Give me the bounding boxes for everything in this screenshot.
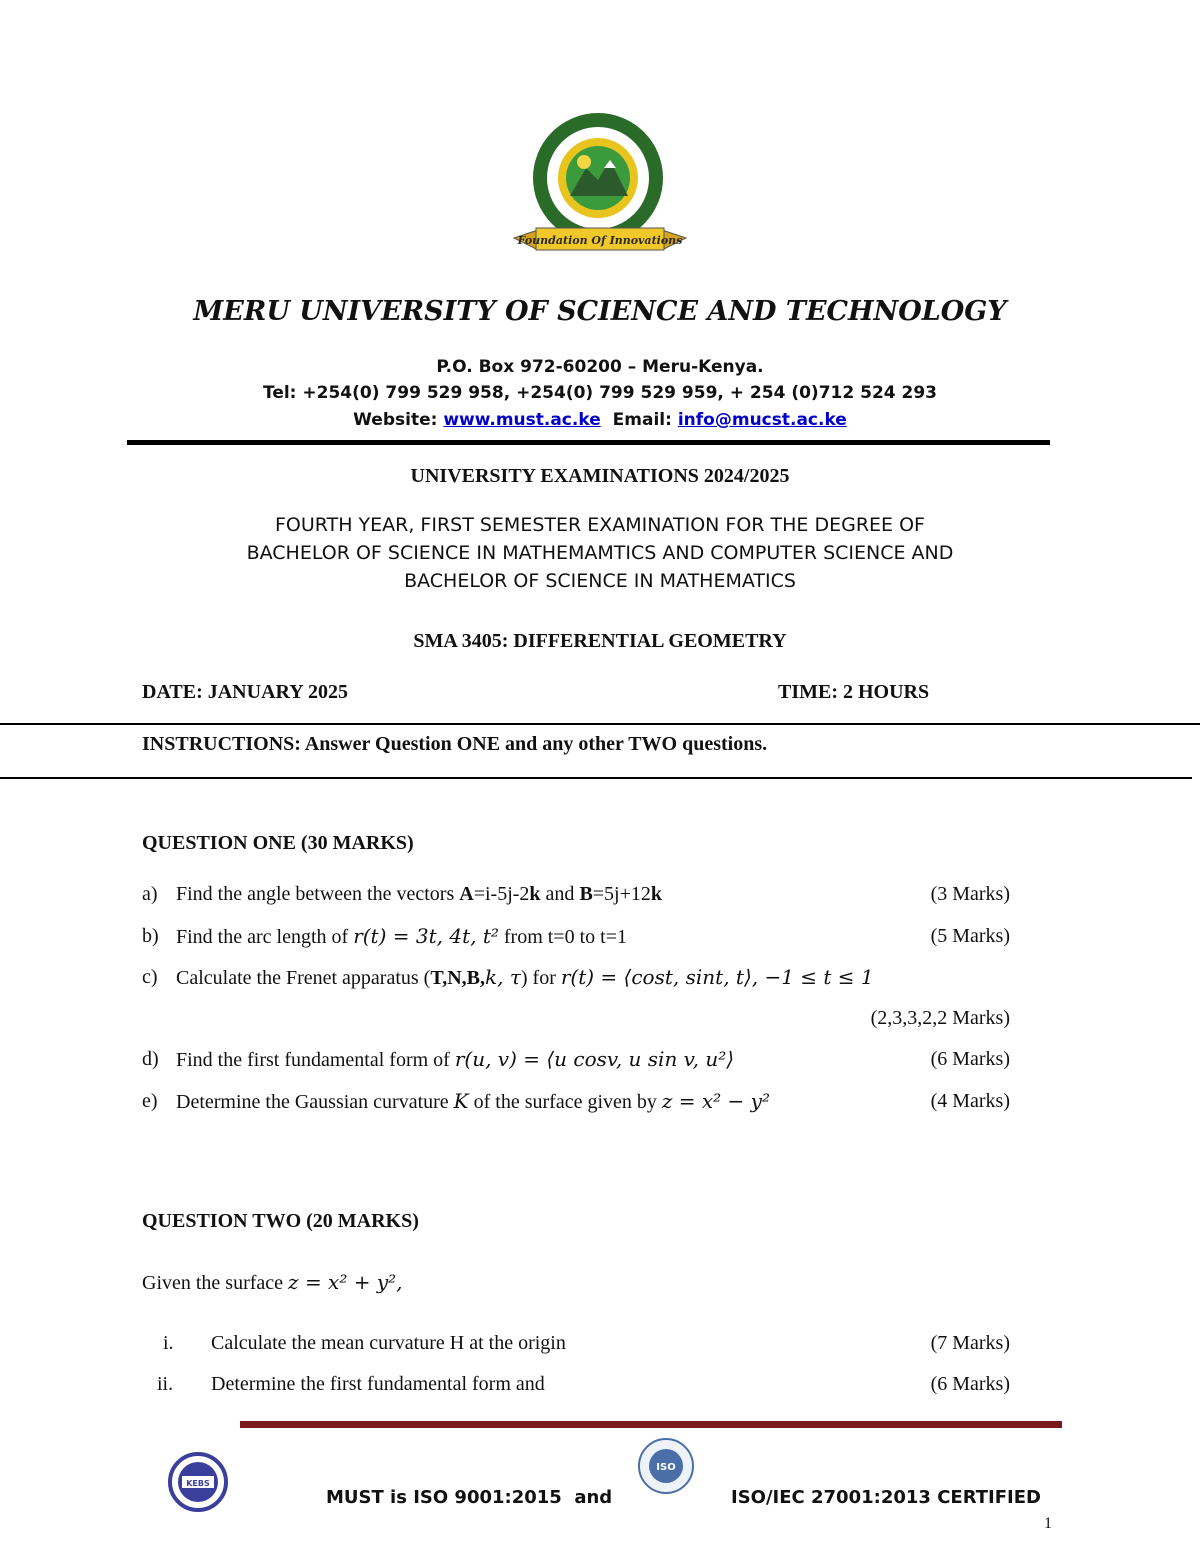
- q1-e-marks: (4 Marks): [930, 1090, 1010, 1112]
- university-name: MERU UNIVERSITY OF SCIENCE AND TECHNOLOGY: [193, 296, 1007, 327]
- kebs-badge: [168, 1452, 228, 1512]
- q1-b-label: b): [142, 925, 159, 947]
- iso-badge-text: ISO: [656, 1462, 676, 1473]
- contact-line: [0, 410, 1200, 430]
- exam-title: UNIVERSITY EXAMINATIONS 2024/2025: [410, 465, 790, 487]
- q2-ii-label: ii.: [157, 1373, 174, 1395]
- logo-motto: Foundation Of Innovations: [517, 234, 683, 247]
- unit-title: SMA 3405: DIFFERENTIAL GEOMETRY: [413, 630, 787, 652]
- q1-b-text: Find the arc length of r(t) = 3t, 4t, t² from t=0 to t=1: [176, 924, 627, 948]
- website-label: Website:: [353, 410, 438, 430]
- instructions-top-rule: [0, 723, 1200, 725]
- postal-address: P.O. Box 972-60200 – Meru-Kenya.: [436, 357, 764, 377]
- q2-ii-text: Determine the first fundamental form and: [211, 1373, 545, 1395]
- q1-d-label: d): [142, 1048, 159, 1070]
- q1-d-marks: (6 Marks): [930, 1048, 1010, 1070]
- q1-b-marks: (5 Marks): [930, 925, 1010, 947]
- degree-line-2: BACHELOR OF SCIENCE IN MATHEMAMTICS AND COMPUTER SCIENCE AND: [246, 542, 954, 564]
- email-label: Email:: [612, 410, 672, 430]
- header-divider: [127, 440, 1050, 445]
- website-link[interactable]: www.must.ac.ke: [443, 410, 601, 430]
- degree-line-1: FOURTH YEAR, FIRST SEMESTER EXAMINATION FOR THE DEGREE OF: [275, 514, 925, 536]
- iso-certification-left: MUST is ISO 9001:2015 and: [326, 1487, 613, 1508]
- kebs-badge-text: KEBS: [186, 1479, 210, 1488]
- q1-c-text: Calculate the Frenet apparatus (T,N,B,k, τ) for r(t) = ⟨cost, sint, t⟩, −1 ≤ t ≤ 1: [176, 965, 874, 989]
- question-two-heading: QUESTION TWO (20 MARKS): [142, 1210, 419, 1232]
- page-number: 1: [1044, 1515, 1052, 1532]
- q2-i-text: Calculate the mean curvature H at the origin: [211, 1332, 566, 1354]
- q1-a-label: a): [142, 883, 158, 905]
- q1-d-text: Find the first fundamental form of r(u, v) = ⟨u cosv, u sin v, u²⟩: [176, 1047, 735, 1071]
- exam-date: DATE: JANUARY 2025: [142, 681, 348, 703]
- university-logo: [508, 110, 692, 260]
- q2-ii-marks: (6 Marks): [930, 1373, 1010, 1395]
- q1-a-marks: (3 Marks): [930, 883, 1010, 905]
- iso-badge: [637, 1437, 695, 1495]
- instructions-bottom-rule: [0, 777, 1192, 779]
- q2-intro: Given the surface z = x² + y²,: [142, 1270, 403, 1294]
- q2-i-label: i.: [163, 1332, 174, 1354]
- q1-e-label: e): [142, 1090, 158, 1112]
- q1-c-label: c): [142, 966, 158, 988]
- exam-time: TIME: 2 HOURS: [778, 681, 930, 703]
- instructions: INSTRUCTIONS: Answer Question ONE and any other TWO questions.: [142, 733, 768, 755]
- question-one-heading: QUESTION ONE (30 MARKS): [142, 832, 414, 854]
- iso-certification-right: ISO/IEC 27001:2013 CERTIFIED: [731, 1487, 1041, 1508]
- footer-rule: [240, 1421, 1062, 1428]
- degree-line-3: BACHELOR OF SCIENCE IN MATHEMATICS: [404, 570, 796, 592]
- q1-a-text: Find the angle between the vectors A=i-5j-2k and B=5j+12k: [176, 883, 663, 905]
- email-link[interactable]: info@mucst.ac.ke: [677, 410, 847, 430]
- telephone-line: Tel: +254(0) 799 529 958, +254(0) 799 529 959, + 254 (0)712 524 293: [262, 383, 937, 403]
- q1-e-text: Determine the Gaussian curvature K of the surface given by z = x² − y²: [176, 1089, 770, 1113]
- q1-c-marks: (2,3,3,2,2 Marks): [870, 1007, 1010, 1029]
- q2-i-marks: (7 Marks): [930, 1332, 1010, 1354]
